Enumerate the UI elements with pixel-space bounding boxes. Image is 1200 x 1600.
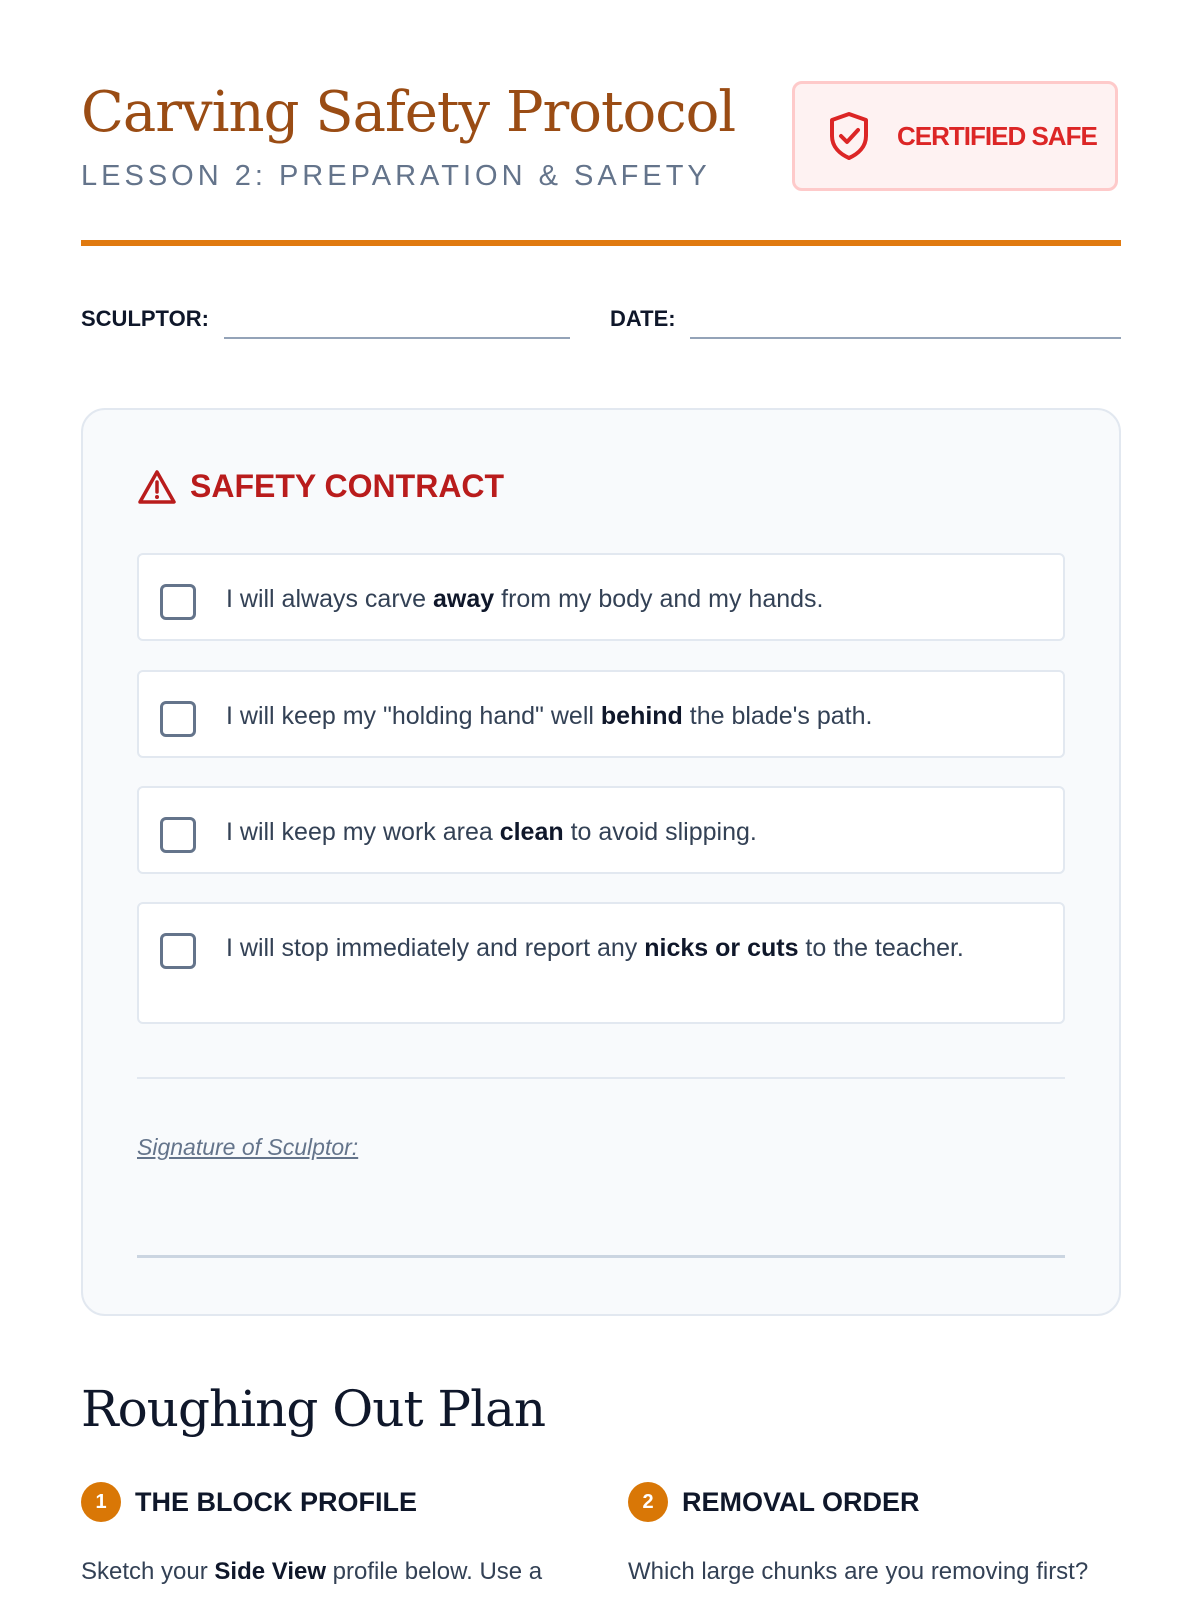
step-block-profile bbox=[81, 1482, 417, 1522]
contract-item-text: I will always carve away from my body and my hands. bbox=[226, 585, 824, 613]
section-title: Roughing Out Plan bbox=[81, 1380, 546, 1438]
contract-item bbox=[137, 670, 1065, 758]
step-heading: THE BLOCK PROFILE bbox=[135, 1486, 417, 1517]
contract-checkbox[interactable] bbox=[160, 933, 196, 969]
step-heading: REMOVAL ORDER bbox=[682, 1486, 920, 1517]
step-number-badge: 1 bbox=[81, 1482, 121, 1522]
contract-item-text: I will keep my "holding hand" well behind the blade's path. bbox=[226, 702, 873, 730]
step-number-badge: 2 bbox=[628, 1482, 668, 1522]
contract-item bbox=[137, 553, 1065, 641]
step-description: Which large chunks are you removing first? bbox=[628, 1558, 1089, 1585]
contract-divider bbox=[137, 1077, 1065, 1079]
sculptor-field[interactable] bbox=[224, 337, 570, 339]
signature-field[interactable] bbox=[137, 1255, 1065, 1258]
badge-label: CERTIFIED SAFE bbox=[897, 120, 1097, 151]
contract-checkbox[interactable] bbox=[160, 701, 196, 737]
step-description: Sketch your Side View profile below. Use a bbox=[81, 1558, 543, 1585]
date-field[interactable] bbox=[690, 337, 1121, 339]
sculptor-label: SCULPTOR: bbox=[81, 306, 209, 331]
certified-safe-badge bbox=[792, 81, 1118, 191]
date-label: DATE: bbox=[610, 306, 676, 331]
shield-check-icon bbox=[827, 110, 871, 162]
header-divider bbox=[81, 240, 1121, 246]
warning-triangle-icon bbox=[138, 469, 176, 505]
contract-item bbox=[137, 902, 1065, 1024]
safety-contract-title: SAFETY CONTRACT bbox=[190, 468, 505, 504]
contract-checkbox[interactable] bbox=[160, 817, 196, 853]
safety-contract-heading bbox=[138, 468, 504, 505]
contract-item-text: I will keep my work area clean to avoid slipping. bbox=[226, 818, 757, 846]
contract-checkbox[interactable] bbox=[160, 584, 196, 620]
page-title: Carving Safety Protocol bbox=[81, 80, 736, 145]
signature-label: Signature of Sculptor: bbox=[137, 1134, 359, 1160]
step-removal-order bbox=[628, 1482, 920, 1522]
contract-item-text: I will stop immediately and report any nicks or cuts to the teacher. bbox=[226, 934, 964, 962]
lesson-subtitle: LESSON 2: PREPARATION & SAFETY bbox=[81, 160, 711, 192]
contract-item bbox=[137, 786, 1065, 874]
